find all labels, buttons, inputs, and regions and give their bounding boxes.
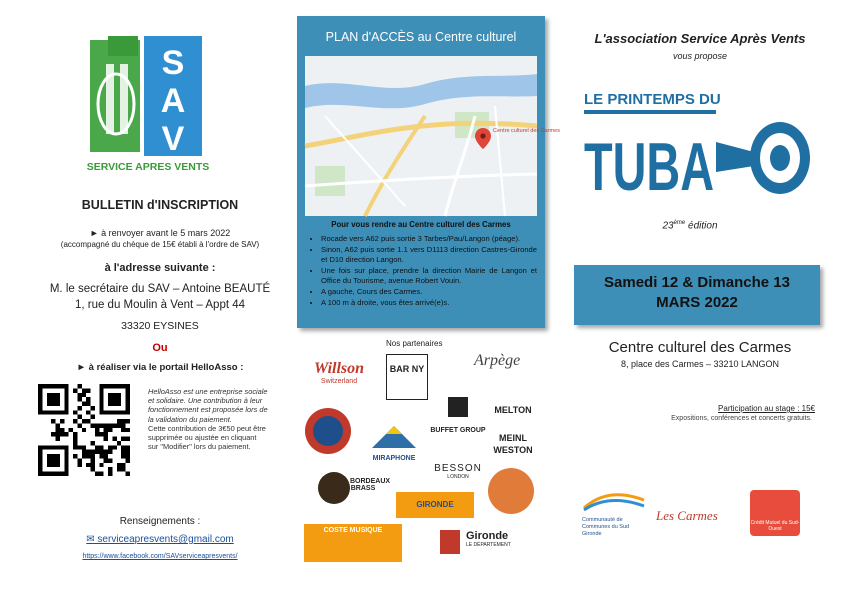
access-map-panel (297, 16, 560, 328)
address-heading: à l'adresse suivante : (104, 262, 216, 274)
sponsor-les-carmes-logo: Les Carmes (656, 508, 718, 523)
send-note: (accompagné du chèque de 15€ établi à l'ordre de SAV) (60, 240, 260, 249)
bordeaux-name: BORDEAUX BRASS (350, 478, 391, 492)
address-line2: 1, rue du Moulin à Vent – Appt 44 (74, 299, 246, 311)
map-pin-label: Centre culturel des Carmes (493, 128, 560, 134)
miraphone-name: MIRAPHONE (372, 455, 416, 462)
arpege-name: Arpège (474, 352, 521, 369)
directions (297, 220, 545, 309)
helloasso-note (148, 387, 268, 451)
date-line2: MARS 2022 (656, 294, 738, 311)
info-heading: Renseignements : (119, 516, 201, 527)
facebook-link[interactable]: https://www.facebook.com/SAVserviceapresvents/ (82, 553, 238, 560)
partner-bordeaux-brass-logo (318, 472, 391, 512)
willson-name: Willson (313, 360, 365, 377)
portal-label: ► à réaliser via le portail HelloAsso : (76, 362, 244, 373)
coste-name: COSTE MUSIQUE (323, 527, 383, 534)
tuba-logo-top: LE PRINTEMPS DU (584, 91, 721, 108)
partner-melton-logo (490, 404, 536, 454)
direction-item: • A gauche, Cours des Carmes. (321, 287, 537, 297)
miraphone-mountain-icon (364, 424, 424, 450)
partner-arpege-logo (474, 352, 544, 392)
partner-red-circle-logo (305, 408, 351, 454)
sponsor-credit-mutuel-logo (750, 490, 800, 536)
helloasso-qr-code[interactable] (38, 384, 130, 476)
direction-item: • A 100 m à droite, vous êtes arrivé(e)s. (321, 298, 537, 308)
fee-label: Participation au stage : 15€ (718, 404, 815, 413)
partner-willson-logo (304, 360, 374, 394)
gironde-dep-sub: LE DÉPARTEMENT (466, 542, 511, 548)
sav-letter-v: V (161, 120, 185, 158)
edition-word: édition (688, 220, 718, 232)
direction-item: • Une fois sur place, prendre la direction Mairie de Langon et Office du Tourisme, avenue Robert Vouin. (321, 266, 537, 286)
printemps-du-tuba-logo (584, 84, 824, 204)
sav-letter-s: S (161, 44, 185, 82)
sav-letter-a: A (160, 82, 186, 120)
address-line1: M. le secrétaire du SAV – Antoine BEAUTÉ (49, 283, 271, 295)
sponsor1-name: Communauté de Communes du Sud Gironde (582, 517, 630, 537)
buffet-name: BUFFET GROUP (430, 427, 486, 434)
edition-number: 23 (662, 220, 674, 232)
edition-label (640, 220, 740, 231)
send-before: ► à renvoyer avant le 5 mars 2022 (89, 228, 231, 238)
venue-name: Centre culturel des Carmes (608, 339, 792, 356)
association-name: L'association Service Après Vents (594, 31, 806, 46)
besson-sub: LONDON (447, 474, 469, 480)
address-line3: 33320 EYSINES (121, 320, 199, 332)
gironde-mc-name: GIRONDE (416, 500, 454, 509)
sponsor3-name: Crédit Mutuel du Sud-Ouest (750, 520, 800, 532)
partner-gironde-department-logo (440, 530, 524, 560)
bulletin-title: BULLETIN d'INSCRIPTION (81, 198, 239, 212)
fee-sub: Expositions, conférences et concerts gratuits. (671, 415, 812, 422)
melton-name: MELTON (494, 405, 532, 415)
map-title: PLAN d'ACCÈS au Centre culturel (325, 30, 517, 44)
partner-coste-musique-logo (304, 524, 402, 562)
barny-name: BAR NY (389, 364, 425, 374)
direction-item: • Sinon, A62 puis sortie 1.1 vers D1113 direction Castres-Gironde et D10 direction Langon. (321, 245, 537, 265)
gironde-dep-name: Gironde (466, 530, 509, 542)
helloasso-note-p2: Cette contribution de 3€50 peut être supprimée ou ajustée en cliquant sur "Modifier" lors du paiement. (148, 423, 266, 452)
venue-address: 8, place des Carmes – 33210 LANGON (620, 359, 780, 369)
direction-item: • Rocade vers A62 puis sortie 3 Tarbes/Pau/Langon (péage). (321, 234, 537, 244)
or-label: Ou (152, 342, 168, 354)
partners-title: Nos partenaires (386, 339, 443, 348)
partner-gironde-mc-logo (396, 492, 474, 518)
partner-miraphone-logo (364, 424, 424, 464)
directions-title: Pour vous rendre au Centre culturel des Carmes (331, 220, 511, 229)
partner-music-circle-logo (488, 468, 534, 514)
date-line1: Samedi 12 & Dimanche 13 (604, 274, 790, 291)
partner-barny-logo (386, 354, 428, 400)
edition-sup: ème (673, 220, 686, 226)
access-map[interactable] (305, 56, 560, 216)
cdc-wave-icon (582, 490, 646, 512)
sav-logo (86, 34, 210, 178)
partner-besson-logo (432, 463, 484, 489)
tuba-logo-big: TUBA (584, 129, 714, 205)
propose-label: vous propose (672, 51, 728, 61)
willson-sub: Switzerland (320, 378, 358, 385)
email-link[interactable]: ✉ serviceapresvents@gmail.com (86, 534, 234, 545)
partner-buffet-group-logo (429, 397, 487, 441)
tuba-horn-icon (716, 122, 810, 194)
date-box (574, 265, 820, 325)
sponsor-cdc-sud-gironde-logo (582, 490, 646, 540)
helloasso-note-p1: HelloAsso est une entreprise sociale et solidaire. Une contribution à leur fonctionnement est proposée lors de la validation du paiement. (148, 387, 268, 424)
meinl-name: MEINL WESTON (493, 433, 533, 455)
besson-name: BESSON (434, 463, 482, 474)
sav-logo-subtitle: SERVICE APRES VENTS (86, 161, 210, 173)
